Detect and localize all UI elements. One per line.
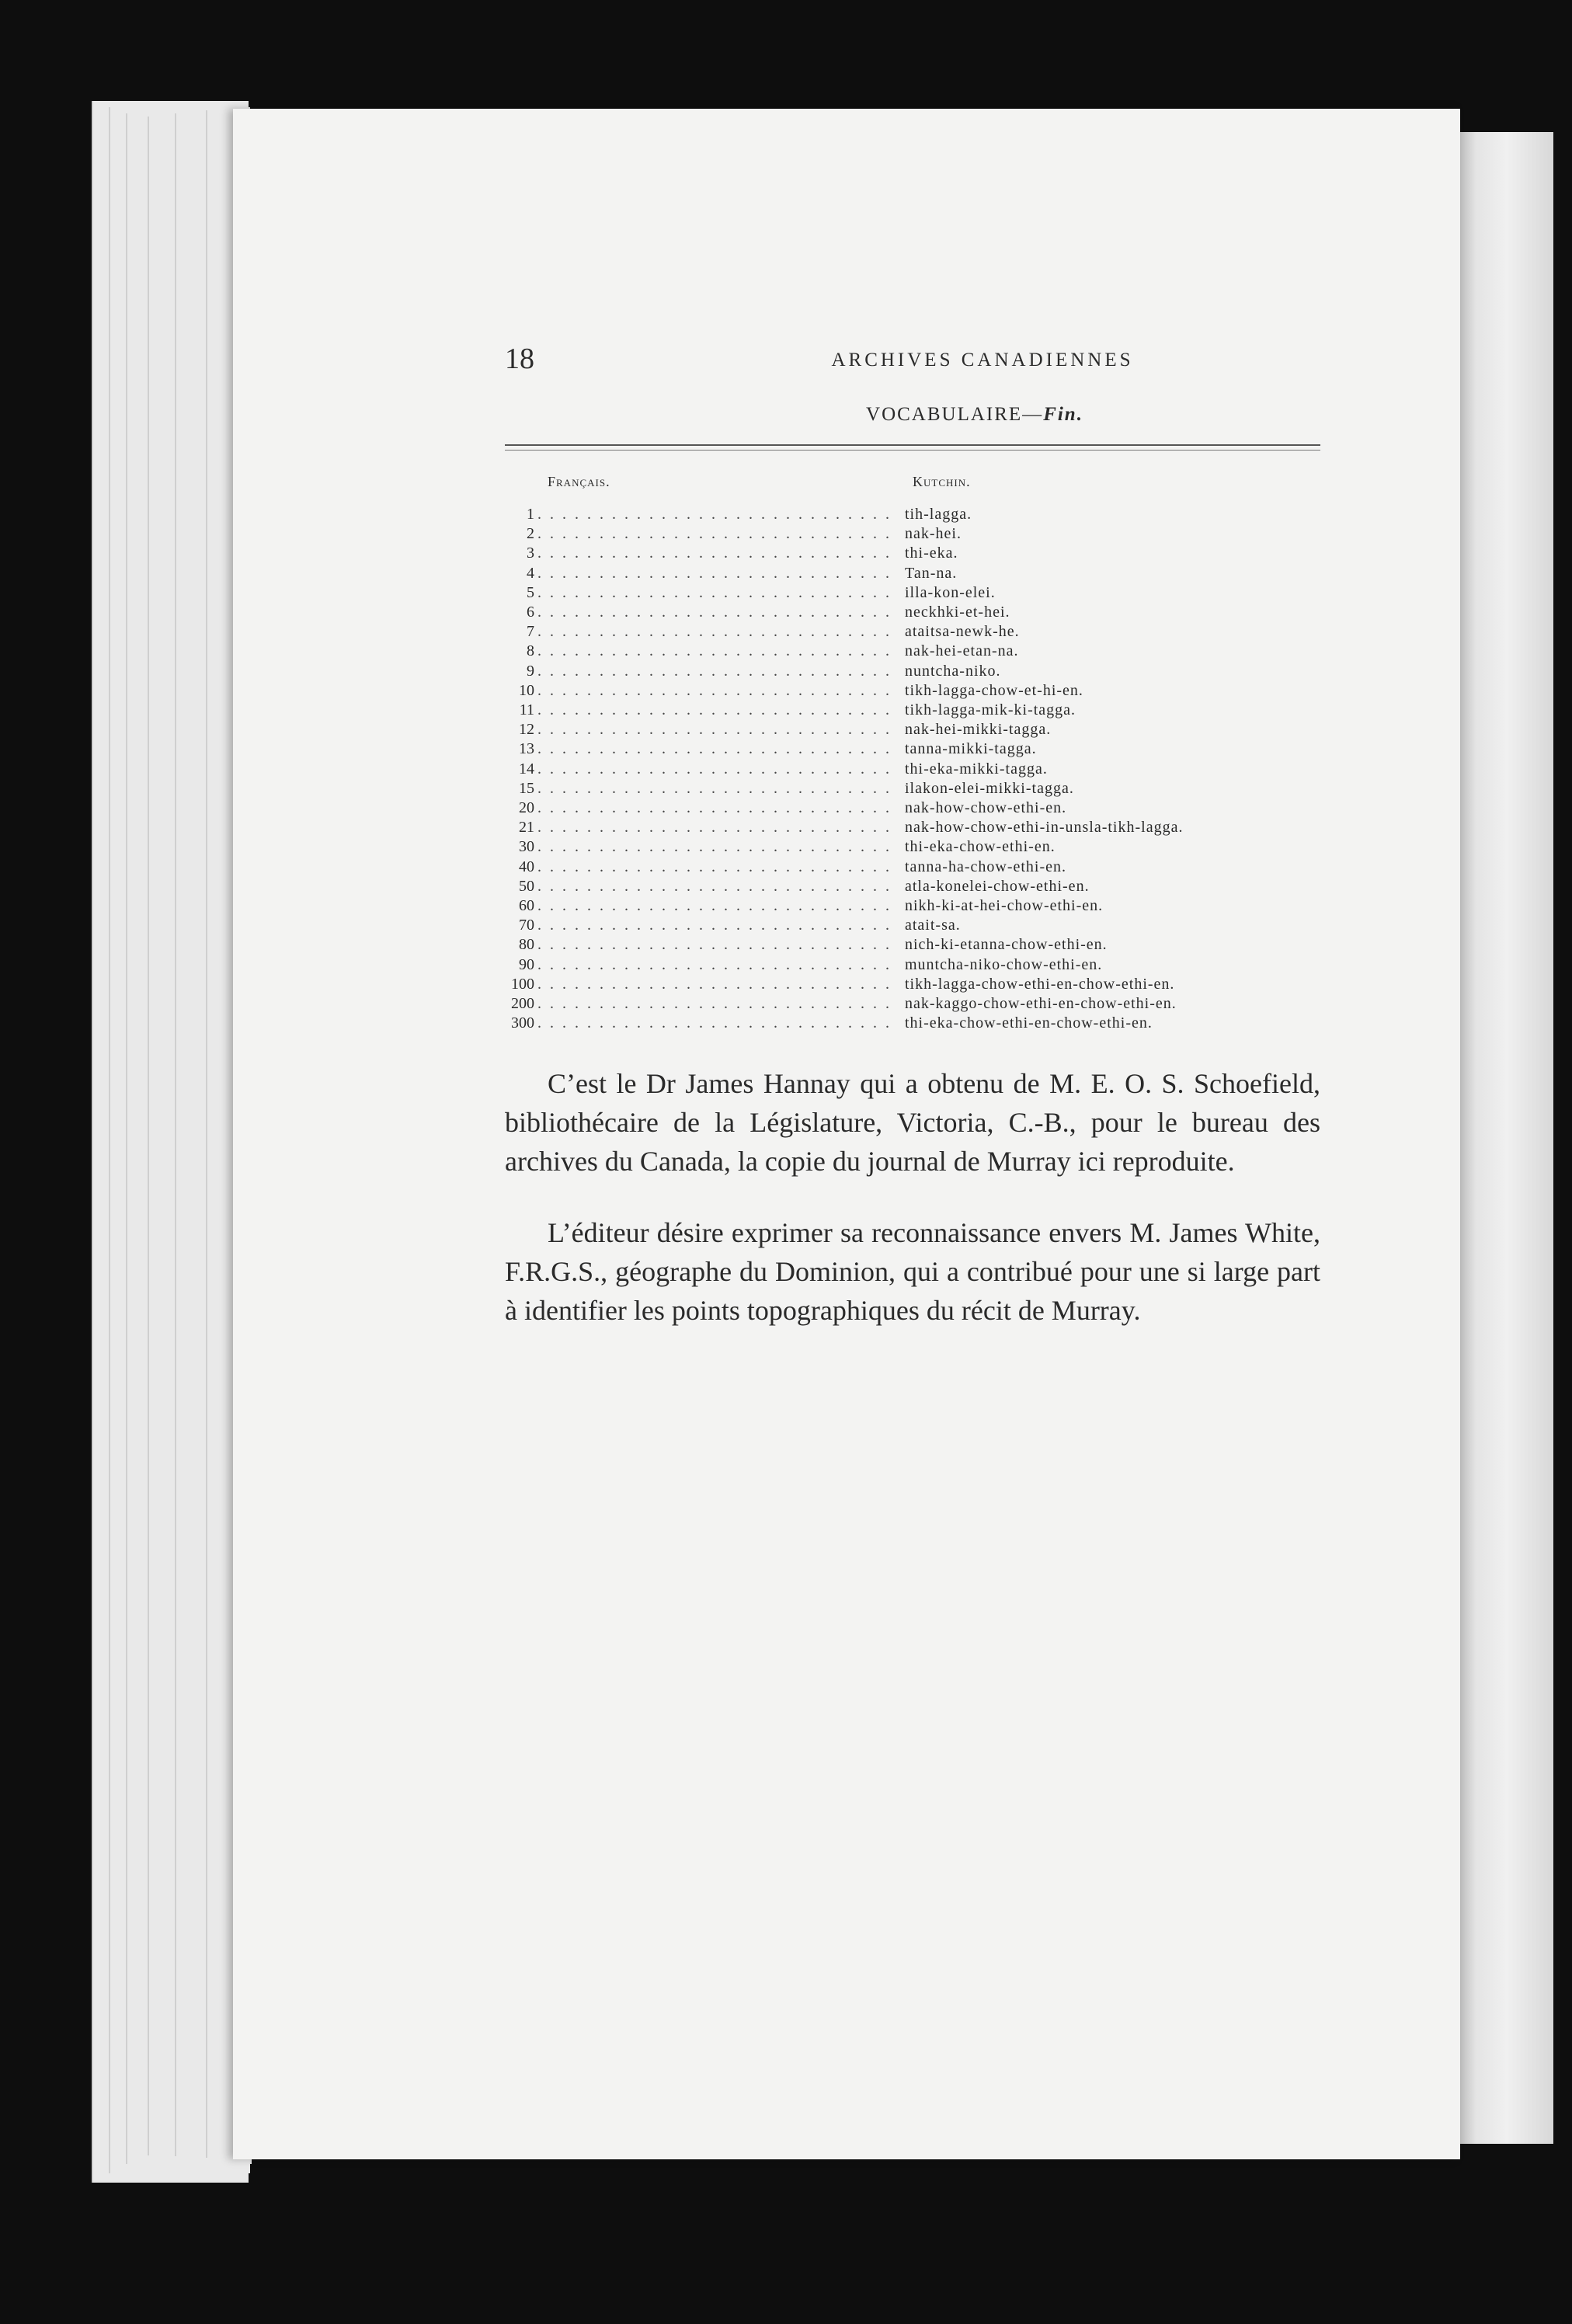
vocabulary-row <box>505 564 1320 583</box>
vocabulary-row <box>505 877 1320 896</box>
dot-leader <box>534 955 899 975</box>
facing-page-edge <box>1460 132 1553 2144</box>
vocabulary-row <box>505 524 1320 544</box>
dot-leader <box>534 739 899 759</box>
column-header-kutchin: Kutchin. <box>913 474 971 489</box>
vocabulary-number: 10 <box>519 681 534 699</box>
page-content <box>505 342 1320 1330</box>
vocabulary-number: 20 <box>519 799 534 817</box>
dot-leader <box>534 662 899 681</box>
page-number: 18 <box>505 343 534 375</box>
vocabulary-number: 4 <box>527 564 534 582</box>
dot-leader <box>534 877 899 896</box>
section-title <box>505 404 1320 426</box>
kutchin-word: neckhki-et-hei. <box>905 604 1010 621</box>
section-title-suffix: Fin. <box>1043 404 1083 425</box>
kutchin-word: tikh-lagga-chow-et-hi-en. <box>905 681 1083 699</box>
vocabulary-number: 80 <box>519 936 534 954</box>
vocabulary-number: 13 <box>519 740 534 758</box>
dot-leader <box>534 505 899 524</box>
kutchin-word: tanna-mikki-tagga. <box>905 740 1037 758</box>
vocabulary-number: 8 <box>527 642 534 660</box>
vocabulary-row <box>505 837 1320 857</box>
section-title-text: VOCABULAIRE— <box>866 404 1044 425</box>
vocabulary-number: 100 <box>511 975 534 993</box>
vocabulary-number: 11 <box>519 701 534 719</box>
vocabulary-number: 1 <box>527 506 534 523</box>
kutchin-word: nak-kaggo-chow-ethi-en-chow-ethi-en. <box>905 995 1177 1013</box>
vocabulary-list <box>505 505 1320 1033</box>
kutchin-word: thi-eka. <box>905 544 958 562</box>
vocabulary-number: 300 <box>511 1014 534 1032</box>
vocabulary-row <box>505 701 1320 720</box>
kutchin-word: thi-eka-chow-ethi-en-chow-ethi-en. <box>905 1014 1153 1032</box>
dot-leader <box>534 798 899 818</box>
vocabulary-number: 90 <box>519 955 534 973</box>
kutchin-word: nikh-ki-at-hei-chow-ethi-en. <box>905 897 1104 915</box>
dot-leader <box>534 720 899 739</box>
double-rule <box>505 444 1320 451</box>
vocabulary-number: 14 <box>519 760 534 778</box>
kutchin-word: nich-ki-etanna-chow-ethi-en. <box>905 936 1108 954</box>
kutchin-word: muntcha-niko-chow-ethi-en. <box>905 955 1103 973</box>
dot-leader <box>534 564 899 583</box>
vocabulary-row <box>505 505 1320 524</box>
page-header <box>505 342 1320 388</box>
vocabulary-number: 50 <box>519 877 534 895</box>
kutchin-word: nak-hei-mikki-tagga. <box>905 721 1052 739</box>
kutchin-word: nak-hei. <box>905 525 962 543</box>
column-header-french: Français. <box>548 474 610 489</box>
dot-leader <box>534 994 899 1014</box>
vocabulary-number: 60 <box>519 897 534 915</box>
kutchin-word: nuntcha-niko. <box>905 662 1001 680</box>
dot-leader <box>534 1014 899 1033</box>
dot-leader <box>534 524 899 544</box>
dot-leader <box>534 779 899 798</box>
vocabulary-row <box>505 935 1320 955</box>
vocabulary-row <box>505 662 1320 681</box>
kutchin-word: atla-konelei-chow-ethi-en. <box>905 877 1090 895</box>
dot-leader <box>534 544 899 563</box>
kutchin-word: Tan-na. <box>905 564 958 582</box>
kutchin-word: illa-kon-elei. <box>905 583 996 601</box>
vocabulary-row <box>505 798 1320 818</box>
dot-leader <box>534 642 899 661</box>
kutchin-word: tikh-lagga-mik-ki-tagga. <box>905 701 1076 719</box>
dot-leader <box>534 975 899 994</box>
vocabulary-number: 70 <box>519 917 534 934</box>
dot-leader <box>534 818 899 837</box>
vocabulary-number: 21 <box>519 819 534 837</box>
vocabulary-row <box>505 955 1320 975</box>
dot-leader <box>534 622 899 642</box>
running-head: ARCHIVES CANADIENNES <box>831 350 1134 371</box>
vocabulary-row <box>505 858 1320 877</box>
kutchin-word: atait-sa. <box>905 917 961 934</box>
dot-leader <box>534 701 899 720</box>
dot-leader <box>534 603 899 622</box>
vocabulary-row <box>505 1014 1320 1033</box>
book-page <box>233 109 1460 2159</box>
kutchin-word: thi-eka-chow-ethi-en. <box>905 838 1056 856</box>
vocabulary-row <box>505 779 1320 798</box>
dot-leader <box>534 681 899 701</box>
vocabulary-row <box>505 622 1320 642</box>
kutchin-word: tanna-ha-chow-ethi-en. <box>905 858 1067 875</box>
vocabulary-row <box>505 544 1320 563</box>
paragraph-acknowledgement-white: L’éditeur désire exprimer sa reconnaissance envers M. James White, F.R.G.S., géographe du Dominion, qui a contribué pour une si large part à identifier les points topographiques du récit de Murray. <box>505 1217 1320 1327</box>
vocabulary-number: 6 <box>527 604 534 621</box>
dot-leader <box>534 858 899 877</box>
vocabulary-row <box>505 583 1320 603</box>
vocabulary-row <box>505 916 1320 935</box>
kutchin-word: tih-lagga. <box>905 506 972 523</box>
dot-leader <box>534 935 899 955</box>
dot-leader <box>534 760 899 779</box>
dot-leader <box>534 916 899 935</box>
dot-leader <box>534 583 899 603</box>
vocabulary-number: 40 <box>519 858 534 875</box>
vocabulary-number: 9 <box>527 662 534 680</box>
vocabulary-row <box>505 720 1320 739</box>
kutchin-word: thi-eka-mikki-tagga. <box>905 760 1048 778</box>
vocabulary-row <box>505 818 1320 837</box>
vocabulary-column-headers <box>505 474 1320 502</box>
kutchin-word: tikh-lagga-chow-ethi-en-chow-ethi-en. <box>905 975 1175 993</box>
vocabulary-number: 30 <box>519 838 534 856</box>
dot-leader <box>534 837 899 857</box>
vocabulary-number: 12 <box>519 721 534 739</box>
vocabulary-row <box>505 994 1320 1014</box>
paragraph-acknowledgement-hannay: C’est le Dr James Hannay qui a obtenu de M. E. O. S. Schoefield, bibliothécaire de la Législature, Victoria, C.-B., pour le bureau des archives du Canada, la copie du journal de Murray ici reproduite. <box>505 1068 1320 1178</box>
kutchin-word: nak-how-chow-ethi-in-unsla-tikh-lagga. <box>905 819 1184 837</box>
vocabulary-row <box>505 681 1320 701</box>
vocabulary-number: 2 <box>527 525 534 543</box>
kutchin-word: nak-hei-etan-na. <box>905 642 1019 660</box>
kutchin-word: nak-how-chow-ethi-en. <box>905 799 1067 817</box>
vocabulary-number: 200 <box>511 995 534 1013</box>
vocabulary-row <box>505 760 1320 779</box>
vocabulary-row <box>505 603 1320 622</box>
vocabulary-row <box>505 896 1320 916</box>
vocabulary-number: 5 <box>527 583 534 601</box>
dot-leader <box>534 896 899 916</box>
vocabulary-number: 7 <box>527 623 534 641</box>
vocabulary-row <box>505 975 1320 994</box>
kutchin-word: ataitsa-newk-he. <box>905 623 1020 641</box>
vocabulary-row <box>505 642 1320 661</box>
vocabulary-number: 3 <box>527 544 534 562</box>
vocabulary-row <box>505 739 1320 759</box>
kutchin-word: ilakon-elei-mikki-tagga. <box>905 779 1074 797</box>
vocabulary-number: 15 <box>519 779 534 797</box>
